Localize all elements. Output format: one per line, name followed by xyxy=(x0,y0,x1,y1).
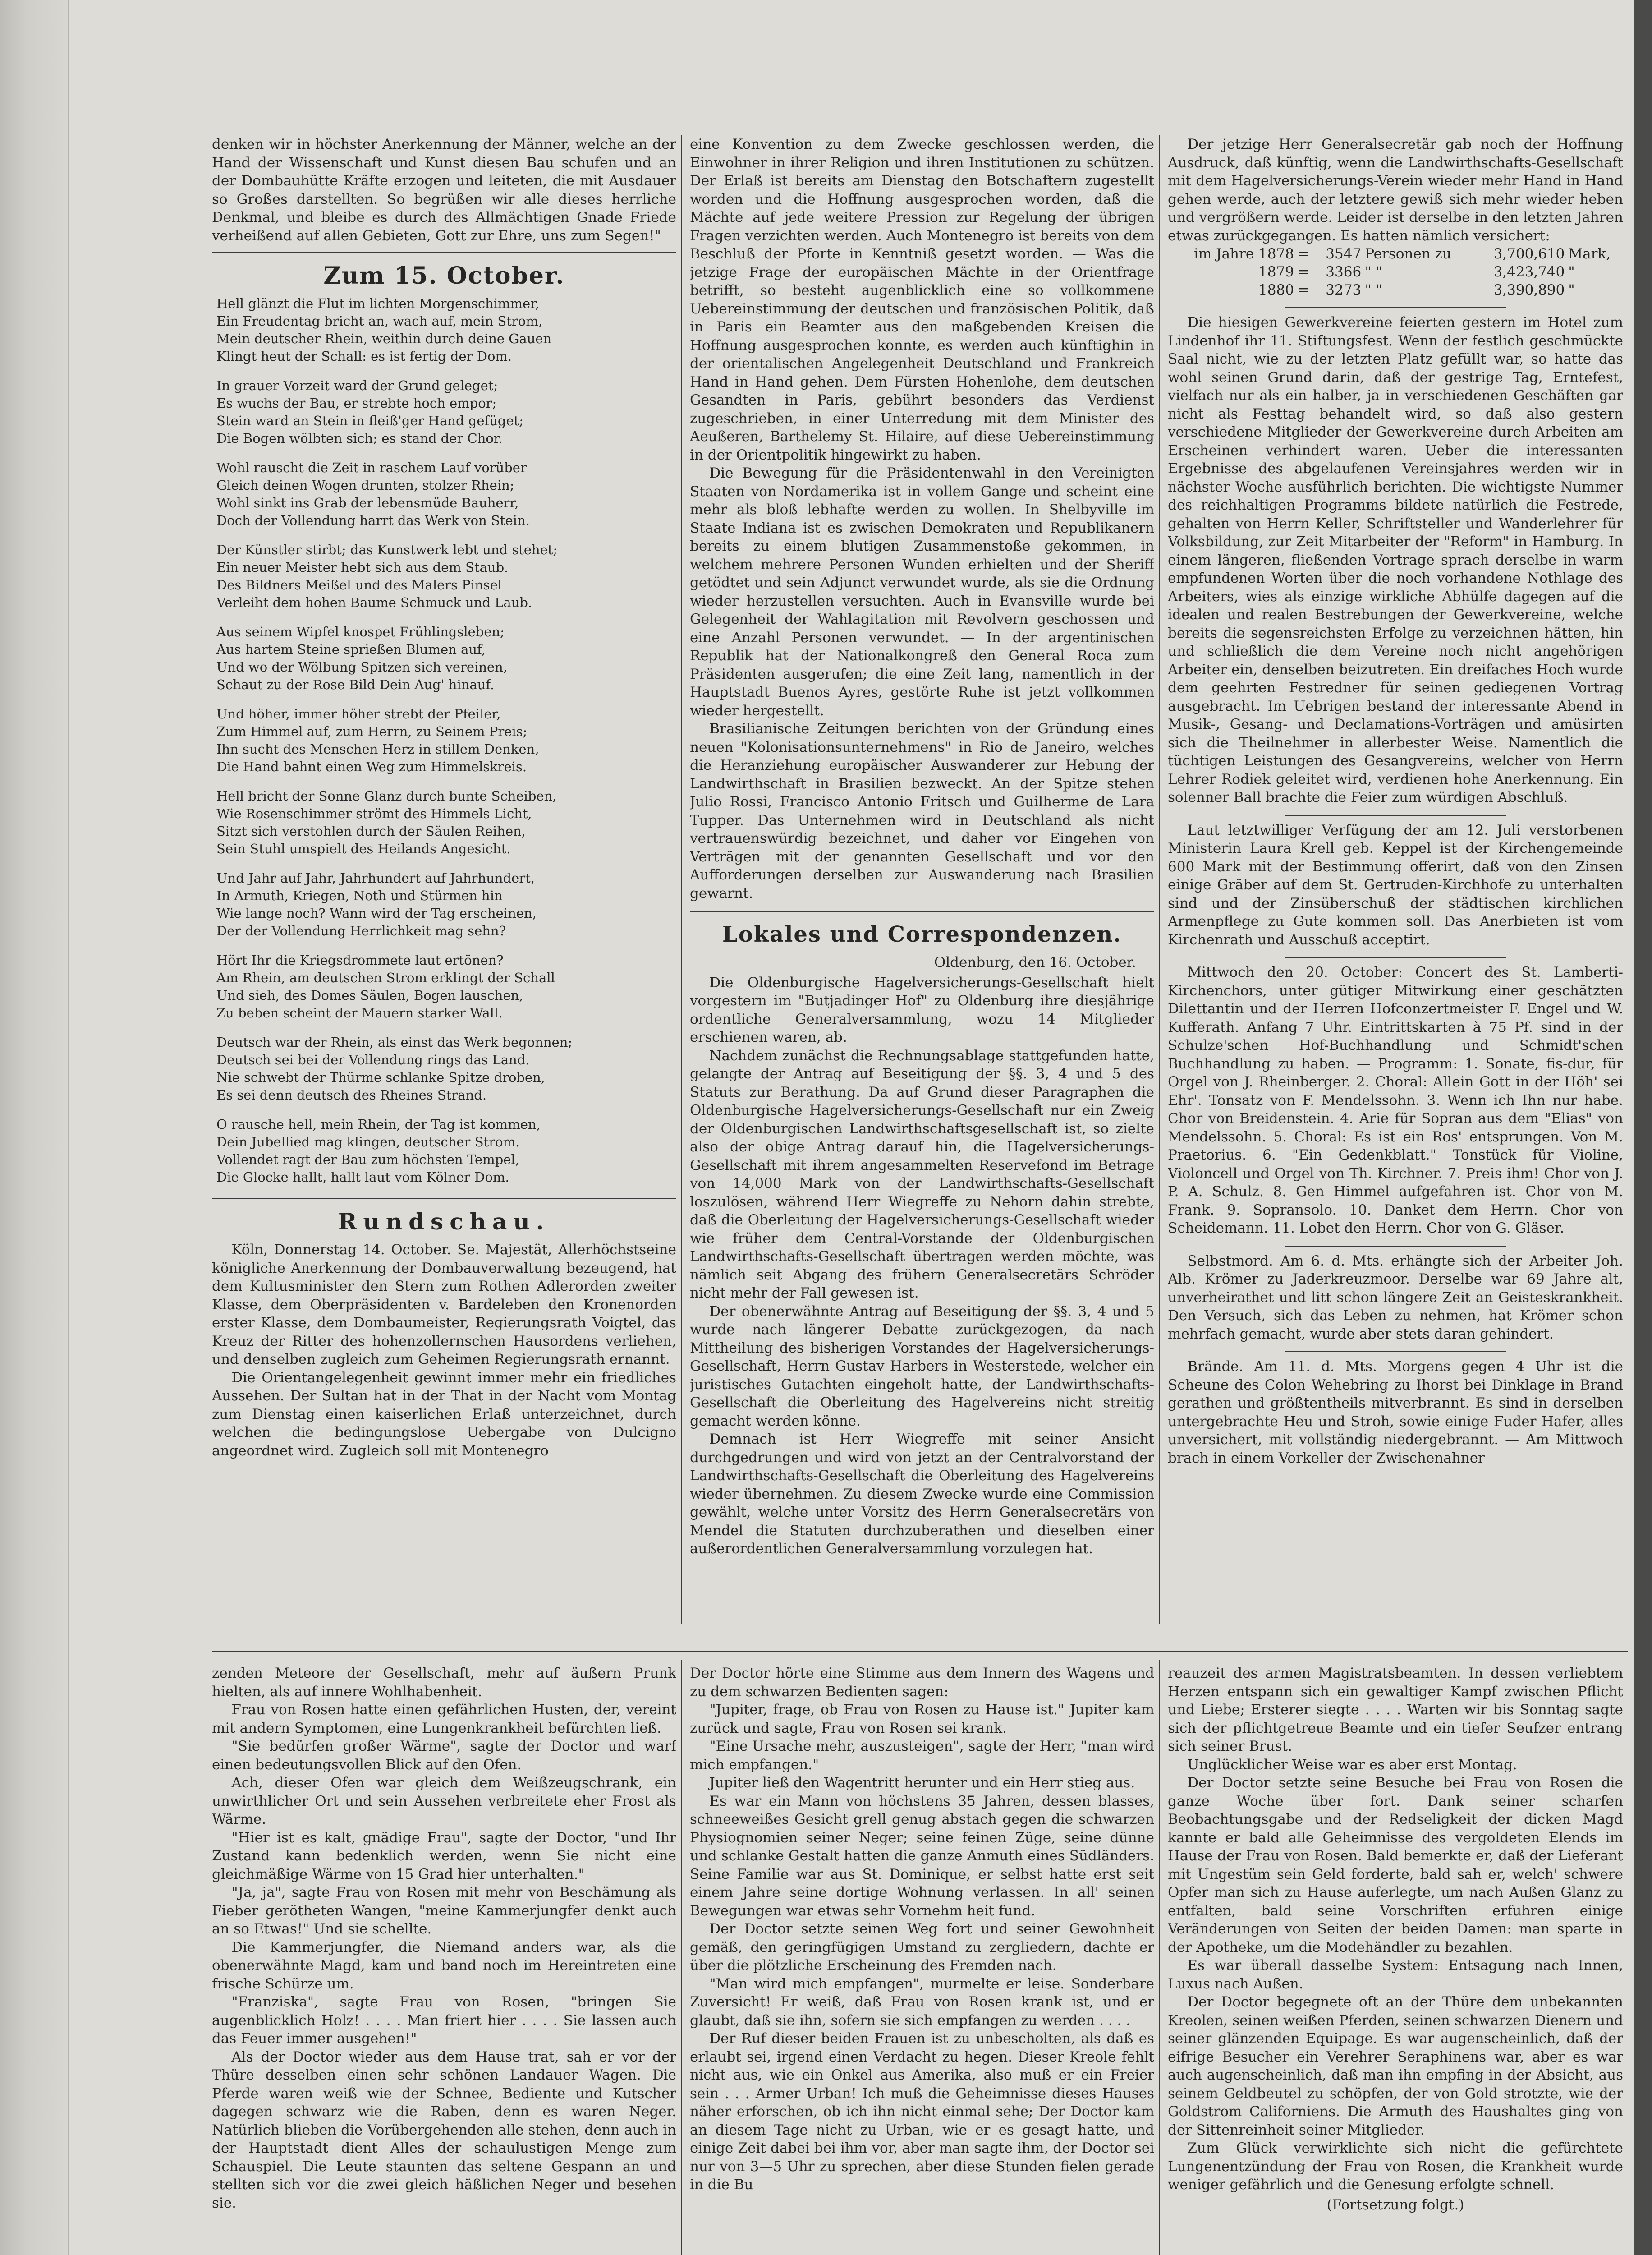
scan-edge xyxy=(1634,0,1652,2255)
poem-line: Sein Stuhl umspielt des Heilands Angesicht. xyxy=(216,841,511,856)
poem-line: Es sei denn deutsch des Rheines Strand. xyxy=(216,1087,487,1103)
poem-line: Es wuchs der Bau, er strebte hoch empor; xyxy=(216,396,497,411)
poem-stanza xyxy=(216,377,676,447)
poem-stanza xyxy=(216,295,676,365)
poem-line: Sitzt sich verstohlen durch der Säulen Reihen, xyxy=(216,824,526,839)
poem-line: O rausche hell, mein Rhein, der Tag ist kommen, xyxy=(216,1117,541,1132)
poem-line: Wohl rauscht die Zeit in raschem Lauf vorüber xyxy=(216,460,527,475)
column-3 xyxy=(1168,135,1623,1628)
feuilleton-paragraph: Zum Glück verwirklichte sich nicht die gefürchtete Lungenentzündung der Frau von Rosen, die Krankheit wurde weniger gefährlich und die Genesung erfolgte schnell. xyxy=(1168,2140,1623,2193)
rundschau-title: Rundschau. xyxy=(338,1208,551,1235)
brasilien-auswanderer: Brasilianische Zeitungen berichten von der Gründung eines neuen "Kolonisationsunternehmens" in Rio de Janeiro, welches die Heranziehung europäischer Auswanderer zur Hebung der Landwirthschaft in Brasilien bezweckt. An der Spitze stehen Julio Rossi, Francisco Antonio Fritsch und Guilherme de Lara Tupper. Das Unternehmen wird in Deutschland als nicht vertrauenswürdig bezeichnet, und daher vor Eingehen von Verträgen mit der genannten Gesellschaft und vor den Aufforderungen derselben zur Auswanderung nach Brasilien gewarnt. xyxy=(690,721,1154,902)
feuilleton-paragraph: reauzeit des armen Magistratsbeamten. In dessen verliebtem Herzen entspann sich ein gewaltiger Kampf zwischen Pflicht und Liebe; Ersterer siegte . . . . Warten wir bis Sonntag sagte sich der pflichtgetreue Beamte und ein tiefer Seufzer entrang sich seiner Brust. xyxy=(1168,1665,1623,1754)
poem-line: Die Glocke hallt, hallt laut vom Kölner Dom. xyxy=(216,1169,509,1185)
feuilleton-column-1 xyxy=(212,1664,676,2255)
table-cell: " xyxy=(1568,282,1575,298)
table-cell: 3366 xyxy=(1326,264,1362,280)
short-divider xyxy=(1285,307,1506,308)
poem-line: In Armuth, Kriegen, Noth und Stürmen hin xyxy=(216,888,503,903)
short-divider xyxy=(1285,957,1506,958)
poem-stanza xyxy=(216,1034,676,1104)
poem-line: Klingt heut der Schall: es ist fertig der Dom. xyxy=(216,349,512,364)
poem-line: Dein Jubellied mag klingen, deutscher Strom. xyxy=(216,1134,520,1150)
poem-line: Der Künstler stirbt; das Kunstwerk lebt und stehet; xyxy=(216,542,558,557)
feuilleton-paragraph: Die Kammerjungfer, die Niemand anders war, als die obenerwähnte Magd, kam und band noch im Hereintreten eine frische Schürze um. xyxy=(212,1939,676,1992)
feuilleton-paragraph: Jupiter ließ den Wagentritt herunter und ein Herr stieg aus. xyxy=(709,1775,1135,1791)
poem-line: Und Jahr auf Jahr, Jahrhundert auf Jahrhundert, xyxy=(216,870,535,886)
poem-line: Deutsch sei bei der Vollendung rings das Land. xyxy=(216,1052,530,1068)
short-divider xyxy=(1285,815,1506,816)
column-2 xyxy=(690,135,1154,1628)
table-cell: = xyxy=(1297,264,1309,280)
hagelversicherung-3: Der obenerwähnte Antrag auf Beseitigung der §§. 3, 4 und 5 wurde nach längerer Debatte zurückgezogen, da nach Mittheilung des bisherigen Vorstandes der Hagelversicherungs-Gesellschaft, Herrn Gustav Harbers in Westerstede, welcher ein juristisches Gutachten eingeholt hatte, der Landwirthschafts-Gesellschaft die Oberleitung des Hagelvereins nicht streitig gemacht werden könne. xyxy=(690,1303,1154,1429)
feuilleton-paragraph: "Man wird mich empfangen", murmelte er leise. Sonderbare Zuversicht! Er weiß, daß Frau von Rosen krank ist, und er glaubt, daß sie ihn, sofern sie sich empfangen zu werden . . . . xyxy=(690,1975,1154,2029)
feuilleton-paragraph: Der Doctor begegnete oft an der Thüre dem unbekannten Kreolen, seinen weißen Pferden, seinen schwarzen Dienern und seiner glänzenden Equipage. Es war augenscheinlich, daß der eifrige Besucher ein Verehrer Seraphinens war, aber es war auch augenscheinlich, daß man ihn empfing in der Absicht, aus seinem Geldbeutel zu schöpfen, der von Gold strotzte, wie der Goldstrom Californiens. Die Armuth des Haushaltes ging von der Sittenreinheit seiner Mitglieder. xyxy=(1168,1994,1623,2138)
poem-line: Und höher, immer höher strebt der Pfeiler, xyxy=(216,706,501,722)
table-row xyxy=(1168,263,1623,281)
poem-line: Der der Vollendung Herrlichkeit mag sehn? xyxy=(216,923,506,939)
poem-title: Zum 15. October. xyxy=(323,262,565,290)
table-cell: = xyxy=(1297,282,1309,298)
table-row xyxy=(1168,245,1623,263)
table-cell: " xyxy=(1568,264,1575,280)
table-cell: 3,390,890 xyxy=(1493,282,1565,298)
book-spine xyxy=(0,0,69,2255)
column-rule xyxy=(1159,1660,1160,2255)
feuilleton-paragraph: Es war überall dasselbe System: Entsagung nach Innen, Luxus nach Außen. xyxy=(1168,1957,1623,1992)
column-rule xyxy=(1159,135,1160,1624)
section-divider xyxy=(690,911,1154,912)
praesidentenwahl: Die Bewegung für die Präsidentenwahl in den Vereinigten Staaten von Nordamerika ist in vollem Gange und scheint eine mehr als bloß lebhafte werden zu wollen. In Shelbyville im Staate Indiana ist es zwischen Demokraten und Republikanern bereits zu einem blutigen Zusammenstoße gekommen, in welchem mehrere Personen Wunden erhielten und der Sheriff getödtet und sein Adjunct verwundet wurde, als sie die Ordnung wieder herzustellen versuchten. Auch in Evansville wurde bei Gelegenheit der Wahlagitation mit Revolvern geschossen und eine Anzahl Personen verwundet. — In der argentinischen Republik hat der Nationalkongreß den General Roca zum Präsidenten ausgerufen; die eine Zeit lang, namentlich in der Hauptstadt Buenos Ayres, gestörte Ruhe ist jetzt vollkommen wieder hergestellt. xyxy=(690,465,1154,719)
feuilleton-paragraph: Der Doctor hörte eine Stimme aus dem Innern des Wagens und zu dem schwarzen Bedienten sagen: xyxy=(690,1665,1154,1700)
poem-stanza xyxy=(216,705,676,776)
poem-stanza xyxy=(216,1116,676,1186)
table-cell: 3273 xyxy=(1326,282,1362,298)
braende: Brände. Am 11. d. Mts. Morgens gegen 4 Uhr ist die Scheune des Colon Wehebring zu Ihorst bei Dinklage in Brand gerathen und größtentheils mitverbrannt. Es sind in derselben untergebrachte Heu und Stroh, sowie einige Fuder Hafer, alles unversichert, mit vollständig niedergebrannt. — Am Mittwoch brach in einem Vorkeller der Zwischenahner xyxy=(1168,1358,1623,1466)
table-cell: 1879 xyxy=(1258,264,1294,280)
feuilleton-paragraph: "Ja, ja", sagte Frau von Rosen mit mehr von Beschämung als Fieber gerötheten Wangen, "meine Kammerjungfer denkt auch an so Etwas!" Und sie schellte. xyxy=(212,1884,676,1937)
hagelversicherung-2: Nachdem zunächst die Rechnungsablage stattgefunden hatte, gelangte der Antrag auf Beseitigung der §§. 3, 4 und 5 des Statuts zur Berathung. Da auf Grund dieser Paragraphen die Oldenburgische Hagelversicherungs-Gesellschaft nur ein Zweig der Oldenburgischen Landwirthschaftsgesellschaft ist, so zielte also der obige Antrag darauf hin, die Hagelversicherungs-Gesellschaft mit ihrem angesammelten Reservefond im Betrage von 14,000 Mark von der Landwirthschafts-Gesellschaft loszulösen, während Herr Wiegreffe zu Nehorn dahin strebte, daß die Oberleitung der Hagelversicherungs-Gesellschaft wieder wie früher dem Central-Vorstande der Oldenburgischen Landwirthschafts-Gesellschaft übertragen werden möchte, was nämlich seit Abgang des frühern Generalsecretärs Schröder nicht mehr der Fall gewesen ist. xyxy=(690,1047,1154,1301)
column-1 xyxy=(212,135,676,1628)
poem-stanza xyxy=(216,623,676,694)
feuilleton-paragraph: "Sie bedürfen großer Wärme", sagte der Doctor und warf einen bedeutungsvollen Blick auf den Ofen. xyxy=(212,1738,676,1773)
poem-line: Stein ward an Stein in fleiß'ger Hand gefüget; xyxy=(216,413,524,428)
feuilleton-paragraph: "Jupiter, frage, ob Frau von Rosen zu Hause ist." Jupiter kam zurück und sagte, Frau von Rosen sei krank. xyxy=(690,1702,1154,1736)
section-divider xyxy=(212,252,676,253)
table-cell: Mark, xyxy=(1568,246,1611,262)
feuilleton-paragraph: Der Doctor setzte seine Besuche bei Frau von Rosen die ganze Woche über fort. Dank seiner scharfen Beobachtungsgabe und der Redseligkeit der dicken Magd kannte er bald alle Geheimnisse des vergoldeten Elends im Hause der Frau von Rosen. Bald bemerkte er, daß der Lieferant mit Ungestüm sein Geld forderte, bald sah er, welch' schwere Opfer man sich zu Hause auferlegte, um nach Außen Glanz zu entfalten, bald seine Vorschriften erfuhren einige Veränderungen von Seiten der beiden Damen: man sparte in der Apotheke, um die Modehändler zu bezahlen. xyxy=(1168,1775,1623,1956)
poem-line: Mein deutscher Rhein, weithin durch deine Gauen xyxy=(216,331,552,346)
poem-line: Zu beben scheint der Mauern starker Wall. xyxy=(216,1005,503,1021)
hagelversicherung-1: Die Oldenburgische Hagelversicherungs-Gesellschaft hielt vorgestern im "Butjadinger Hof" zu Oldenburg ihre diesjährige ordentliche Generalversammlung, wozu 14 Mitglieder erschienen waren, ab. xyxy=(690,974,1154,1045)
poem-line: Deutsch war der Rhein, als einst das Werk begonnen; xyxy=(216,1035,573,1050)
feuilleton-column-2 xyxy=(690,1664,1154,2255)
poem-line: Des Bildners Meißel und des Malers Pinsel xyxy=(216,577,502,593)
short-divider xyxy=(1285,1246,1506,1247)
poem-line: Verleiht dem hohen Baume Schmuck und Laub. xyxy=(216,595,532,610)
poem-line: Die Bogen wölbten sich; es stand der Chor. xyxy=(216,431,503,446)
feuilleton-paragraph: Frau von Rosen hatte einen gefährlichen Husten, der, vereint mit andern Symptomen, eine Lungenkrankheit befürchten ließ. xyxy=(212,1702,676,1736)
poem-line: Die Hand bahnt einen Weg zum Himmelskreis. xyxy=(216,759,527,774)
feuilleton-column-3 xyxy=(1168,1664,1623,2255)
feuilleton-paragraph: "Eine Ursache mehr, auszusteigen", sagte der Herr, "man wird mich empfangen." xyxy=(690,1738,1154,1773)
poem xyxy=(212,295,676,1186)
rundschau-koeln: Köln, Donnerstag 14. October. Se. Majestät, Allerhöchstseine königliche Anerkennung der Dombauverwaltung bezeugend, hat dem Kultusminister den Stern zum Rothen Adlerorden zweiter Klasse, dem Oberpräsidenten v. Bardeleben den Kronenorden erster Klasse, dem Dombaumeister, Regierungsrath Voigtel, das Kreuz der Ritter des hohenzollernschen Hausordens verliehen, und denselben zugleich zum Geheimen Regierungsrath ernannt. xyxy=(212,1242,676,1367)
rundschau-orient: Die Orientangelegenheit gewinnt immer mehr ein friedliches Aussehen. Der Sultan hat in der That in der Nacht vom Montag zum Dienstag einen kaiserlichen Erlaß unterzeichnet, durch welchen die bedingungslose Uebergabe von Dulcigno angeordnet wird. Zugleich soll mit Montenegro xyxy=(212,1369,676,1459)
feuilleton-paragraph: Der Ruf dieser beiden Frauen ist zu unbescholten, als daß es erlaubt sei, irgend einen Verdacht zu hegen. Dieser Kreole fehlt nicht aus, wie ein Onkel aus Amerika, also muß er ein Freier sein . . . Armer Urban! Ich muß die Geheimnisse dieses Hauses näher erforschen, ob ich ihn nicht einmal sehe; Der Doctor kam an diesem Tage nicht zu Urban, wie er es gesagt hatte, und einige Zeit dabei bei ihm vor, aber man sagte ihm, der Doctor sei nur von 3—5 Uhr zu sprechen, aber diese Stunden fielen gerade in die Bu xyxy=(690,2030,1154,2193)
poem-line: Wie Rosenschimmer strömt des Himmels Licht, xyxy=(216,806,532,821)
table-cell: 3,423,740 xyxy=(1493,264,1565,280)
hagel-generalsecretaer: Der jetzige Herr Generalsecretär gab noch der Hoffnung Ausdruck, daß künftig, wenn die Landwirthschafts-Gesellschaft mit dem Hagelversicherungs-Verein wieder mehr Hand in Hand gehen werde, auch der letztere gewiß sich mehr wieder heben und vergrößern werde. Leider ist derselbe in den letzten Jahren etwas zurückgegangen. Es hatten nämlich versichert: xyxy=(1168,136,1623,244)
poem-stanza xyxy=(216,459,676,529)
poem-line: Schaut zu der Rose Bild Dein Aug' hinauf. xyxy=(216,677,495,692)
concert: Mittwoch den 20. October: Concert des St. Lamberti-Kirchenchors, unter gütiger Mitwirkung einer geschätzten Dilettantin und der Herren Hofconzertmeister F. Engel und W. Kufferath. Anfang 7 Uhr. Eintrittskarten à 75 Pf. sind in der Schulze'schen Hof-Buchhandlung und Schmidt'schen Buchhandlung zu haben. — Programm: 1. Sonate, fis-dur, für Orgel von J. Rheinberger. 2. Choral: Allein Gott in der Höh' sei Ehr'. Tonsatz von F. Mendelssohn. 3. Wenn ich Ihn nur habe. Chor von Breidenstein. 4. Arie für Sopran aus dem "Elias" von Mendelssohn. 5. Choral: Es ist ein Ros' entsprungen. Von M. Praetorius. 6. "Ein Gedenkblatt." Tonstück für Violine, Violoncell und Orgel von Th. Kirchner. 7. Preis ihm! Chor von J. P. A. Schulz. 8. Gen Himmel aufgefahren ist. Chor von M. Frank. 9. Sopransolo. 10. Danket dem Herrn. Chor von Scheidemann. 11. Lobet den Herrn. Chor von G. Gläser. xyxy=(1168,964,1623,1236)
table-cell: im Jahre 1878 xyxy=(1193,246,1294,262)
feuilleton-paragraph: zenden Meteore der Gesellschaft, mehr auf äußern Prunk hielten, als auf innere Wohlhabenheit. xyxy=(212,1665,676,1700)
feuilleton-paragraph: Als der Doctor wieder aus dem Hause trat, sah er vor der Thüre desselben einen sehr schönen Landauer Wagen. Die Pferde waren weiß wie der Schnee, Bediente und Kutscher dagegen schwarz wie die Raben, denn es waren Neger. Natürlich blieben die Vorübergehenden alle stehen, denn auch in der Hauptstadt dient Alles der schaulustigen Menge zum Schauspiel. Die Leute staunten das seltene Gespann an und stellten sich vor die zwei gleich häßlichen Neger und besehen sie. xyxy=(212,2048,676,2211)
section-divider xyxy=(212,1198,676,1199)
table-row xyxy=(1168,281,1623,299)
poem-line: Ihn sucht des Menschen Herz in stillem Denken, xyxy=(216,741,539,757)
feuilleton-paragraph: Ach, dieser Ofen war gleich dem Weißzeugschrank, ein unwirthlicher Ort und sein Aussehen verbreitete eher Frost als Wärme. xyxy=(212,1775,676,1827)
dateline: Oldenburg, den 16. October. xyxy=(934,954,1136,971)
orient-continued: eine Konvention zu dem Zwecke geschlossen werden, die Einwohner in ihrer Religion und ihren Institutionen zu schützen. Der Erlaß ist bereits am Dienstag den Botschaftern zugestellt worden und die Hoffnung ausgesprochen worden, daß die Mächte auf jede weitere Pression zur Regelung der übrigen Fragen verzichten werden. Auch Montenegro ist bereits von dem Beschluß der Pforte in Kenntniß gesetzt worden. — Was die jetzige Frage der europäischen Mächte in der Orientfrage betrifft, so besteht augenblicklich eine so vollkommene Uebereinstimmung der deutschen und französischen Politik, daß in Paris ein Beamter aus den maßgebenden Kreisen die Hoffnung ausgesprochen konnte, es werden auch künftighin in der orientalischen Angelegenheit Deutschland und Frankreich Hand in Hand gehen. Dem Fürsten Hohenlohe, dem deutschen Gesandten in Paris, gebührt besonders das Verdienst zugeschrieben, in einer Unterredung mit dem Minister des Aeußeren, Barthelemy St. Hilaire, auf diese Uebereinstimmung in der Orientpolitik hingewirkt zu haben. xyxy=(690,136,1154,463)
table-cell: " " xyxy=(1365,282,1382,298)
poem-line: Nie schwebt der Thürme schlanke Spitze droben, xyxy=(216,1070,546,1085)
table-cell: " " xyxy=(1365,264,1382,280)
poem-line: Hell bricht der Sonne Glanz durch bunte Scheiben, xyxy=(216,788,557,804)
poem-stanza xyxy=(216,952,676,1022)
hagelversicherung-4: Demnach ist Herr Wiegreffe mit seiner Ansicht durchgedrungen und wird von jetzt an der Centralvorstand der Landwirthschafts-Gesellschaft die Oberleitung des Hagelvereins wieder übernehmen. Zu diesem Zwecke wurde eine Commission gewählt, welche unter Vorsitz des Herrn Generalsecretärs von Mendel die Statuten durchzuberathen und dieselben einer außerordentlichen Generalversammlung vorzulegen hat. xyxy=(690,1431,1154,1557)
poem-stanza xyxy=(216,870,676,940)
column-rule xyxy=(681,135,682,1624)
poem-line: Am Rhein, am deutschen Strom erklingt der Schall xyxy=(216,970,555,985)
poem-line: Wohl sinkt ins Grab der lebensmüde Bauherr, xyxy=(216,495,519,511)
poem-line: Vollendet ragt der Bau zum höchsten Tempel, xyxy=(216,1152,519,1167)
poem-line: Aus hartem Steine sprießen Blumen auf, xyxy=(216,642,486,657)
poem-line: Ein Freudentag bricht an, wach auf, mein Strom, xyxy=(216,313,542,329)
poem-line: Ein neuer Meister hebt sich aus dem Staub. xyxy=(216,560,509,575)
continued-note: (Fortsetzung folgt.) xyxy=(1326,2196,1464,2213)
table-cell: 3,700,610 xyxy=(1493,246,1565,262)
table-cell: Personen zu xyxy=(1365,246,1451,262)
table-cell: 1880 xyxy=(1258,282,1294,298)
poem-line: Aus seinem Wipfel knospet Frühlingsleben; xyxy=(216,624,505,640)
feuilleton-paragraph: "Franziska", sagte Frau von Rosen, "bringen Sie augenblicklich Holz! . . . . Man friert hier . . . . Sie lassen auch das Feuer immer ausgehen!" xyxy=(212,1994,676,2047)
gewerkvereine: Die hiesigen Gewerkvereine feierten gestern im Hotel zum Lindenhof ihr 11. Stiftungsfest. Wenn der festlich geschmückte Saal nicht, wie zu der letzten Platz gefüllt war, so hatte das wohl seinen Grund darin, daß der gestrige Tag, Erntefest, vielfach nur als ein halber, ja in verschiedenen Geschäften gar nicht als Festtag behandelt wird, so daß also gestern verschiedene Mitglieder der Gewerkvereine durch Arbeiten am Erscheinen verhindert waren. Ueber die interessanten Ergebnisse des abgelaufenen Vereinsjahres werden wir in nächster Woche ausführlich berichten. Die wichtigste Nummer des reichhaltigen Programms bildete natürlich die Festrede, gehalten von Herrn Keller, Schriftsteller und Wanderlehrer für Volksbildung, zur Zeit Mitarbeiter der "Reform" in Hamburg. In einem längeren, fließenden Vortrage sprach derselbe in warm empfundenen Worten über die noch vorhandene Nothlage des Arbeiters, wies als einzige wirkliche Abhülfe dagegen auf die idealen und realen Bestrebungen der Gewerkvereine, welche bereits die segensreichsten Erfolge zu verzeichnen hätten, hin und schließlich die dem Vereine noch nicht angehörigen Arbeiter ein, denselben beizutreten. Ein dreifaches Hoch wurde dem geehrten Festredner für seinen gediegenen Vortrag ausgebracht. Im Uebrigen bestand der interessante Abend in Musik-, Gesang- und Declamations-Vorträgen und amüsirten sich die Theilnehmer in allerbester Weise. Namentlich die tüchtigen Leistungen des Gesangvereins, welcher von Herrn Lehrer Rodiek geleitet wird, verdienen hohe Anerkennung. Ein solenner Ball brachte die Feier zum würdigen Abschluß. xyxy=(1168,314,1623,805)
poem-stanza xyxy=(216,541,676,612)
feuilleton-paragraph: Es war ein Mann von höchstens 35 Jahren, dessen blasses, schneeweißes Gesicht grell genug abstach gegen die schwarzen Physiognomien seiner Neger; seine feinen Züge, seine dünne und schlanke Gestalt hatten die ganze Anmuth eines Südländers. Seine Familie war aus St. Dominique, er selbst hatte erst seit einem Jahre seine dortige Wohnung verlassen. In all' seinen Bewegungen war etwas sehr Vornehm heit fund. xyxy=(690,1793,1154,1919)
poem-line: In grauer Vorzeit ward der Grund geleget; xyxy=(216,378,498,393)
kirchengemeinde: Laut letztwilliger Verfügung der am 12. Juli verstorbenen Ministerin Laura Krell geb. Keppel ist der Kirchengemeinde 600 Mark mit der Bestimmung offerirt, daß von den Zinsen einige Gräber auf dem St. Gertruden-Kirchhofe zu unterhalten sind und der Zinsüberschuß der städtischen kirchlichen Armenpflege zu Gute kommen soll. Das Anerbieten ist vom Kirchenrath und Ausschuß acceptirt. xyxy=(1168,822,1623,948)
feuilleton-paragraph: "Hier ist es kalt, gnädige Frau", sagte der Doctor, "und Ihr Zustand kann bedenklich werden, wenn Sie nicht eine gleichmäßige Wärme von 15 Grad hier unterhalten." xyxy=(212,1829,676,1882)
poem-line: Hell glänzt die Flut im lichten Morgenschimmer, xyxy=(216,296,540,311)
short-divider xyxy=(1285,1351,1506,1352)
lokales-title: Lokales und Correspondenzen. xyxy=(722,922,1122,947)
poem-line: Doch der Vollendung harrt das Werk von Stein. xyxy=(216,513,530,528)
poem-line: Wie lange noch? Wann wird der Tag erscheinen, xyxy=(216,906,537,921)
selbstmord: Selbstmord. Am 6. d. Mts. erhängte sich der Arbeiter Joh. Alb. Krömer zu Jaderkreuzmoor. Derselbe war 69 Jahre alt, unverheirathet und litt schon längere Zeit an Geisteskrankheit. Den Versuch, sich das Leben zu nehmen, hat Krömer schon mehrfach gemacht, wurde aber stets daran gehindert. xyxy=(1168,1252,1623,1342)
poem-line: Hört Ihr die Kriegsdrommete laut ertönen? xyxy=(216,953,504,968)
poem-line: Und sieh, des Domes Säulen, Bogen lauschen, xyxy=(216,988,523,1003)
feuilleton-paragraph: Unglücklicher Weise war es aber erst Montag. xyxy=(1187,1756,1517,1773)
feuilleton-paragraph: Der Doctor setzte seinen Weg fort und seiner Gewohnheit gemäß, den geringfügigen Umstand zu zergliedern, dachte er über die plötzliche Erscheinung des Fremden nach. xyxy=(690,1921,1154,1974)
column-rule xyxy=(681,1660,682,2255)
table-cell: = xyxy=(1297,246,1309,262)
insurance-table xyxy=(1168,245,1623,299)
cologne-speech-end: denken wir in höchster Anerkennung der Männer, welche an der Hand der Wissenschaft und Kunst diesen Bau schufen und an der Dombauhütte Kräfte erzogen und leiteten, die mit Ausdauer so Großes darstellten. So begrüßen wir alle dieses herrliche Denkmal, und bleibe es durch des Allmächtigen Gnade Friede verheißend auf allen Gebieten, Gott zur Ehre, uns zum Segen!" xyxy=(212,136,676,244)
poem-stanza xyxy=(216,787,676,858)
poem-line: Zum Himmel auf, zum Herrn, zu Seinem Preis; xyxy=(216,724,528,739)
table-cell: 3547 xyxy=(1326,246,1362,262)
feuilleton-rule xyxy=(212,1651,1628,1652)
poem-line: Und wo der Wölbung Spitzen sich vereinen, xyxy=(216,659,508,675)
poem-line: Gleich deinen Wogen drunten, stolzer Rhein; xyxy=(216,478,514,493)
